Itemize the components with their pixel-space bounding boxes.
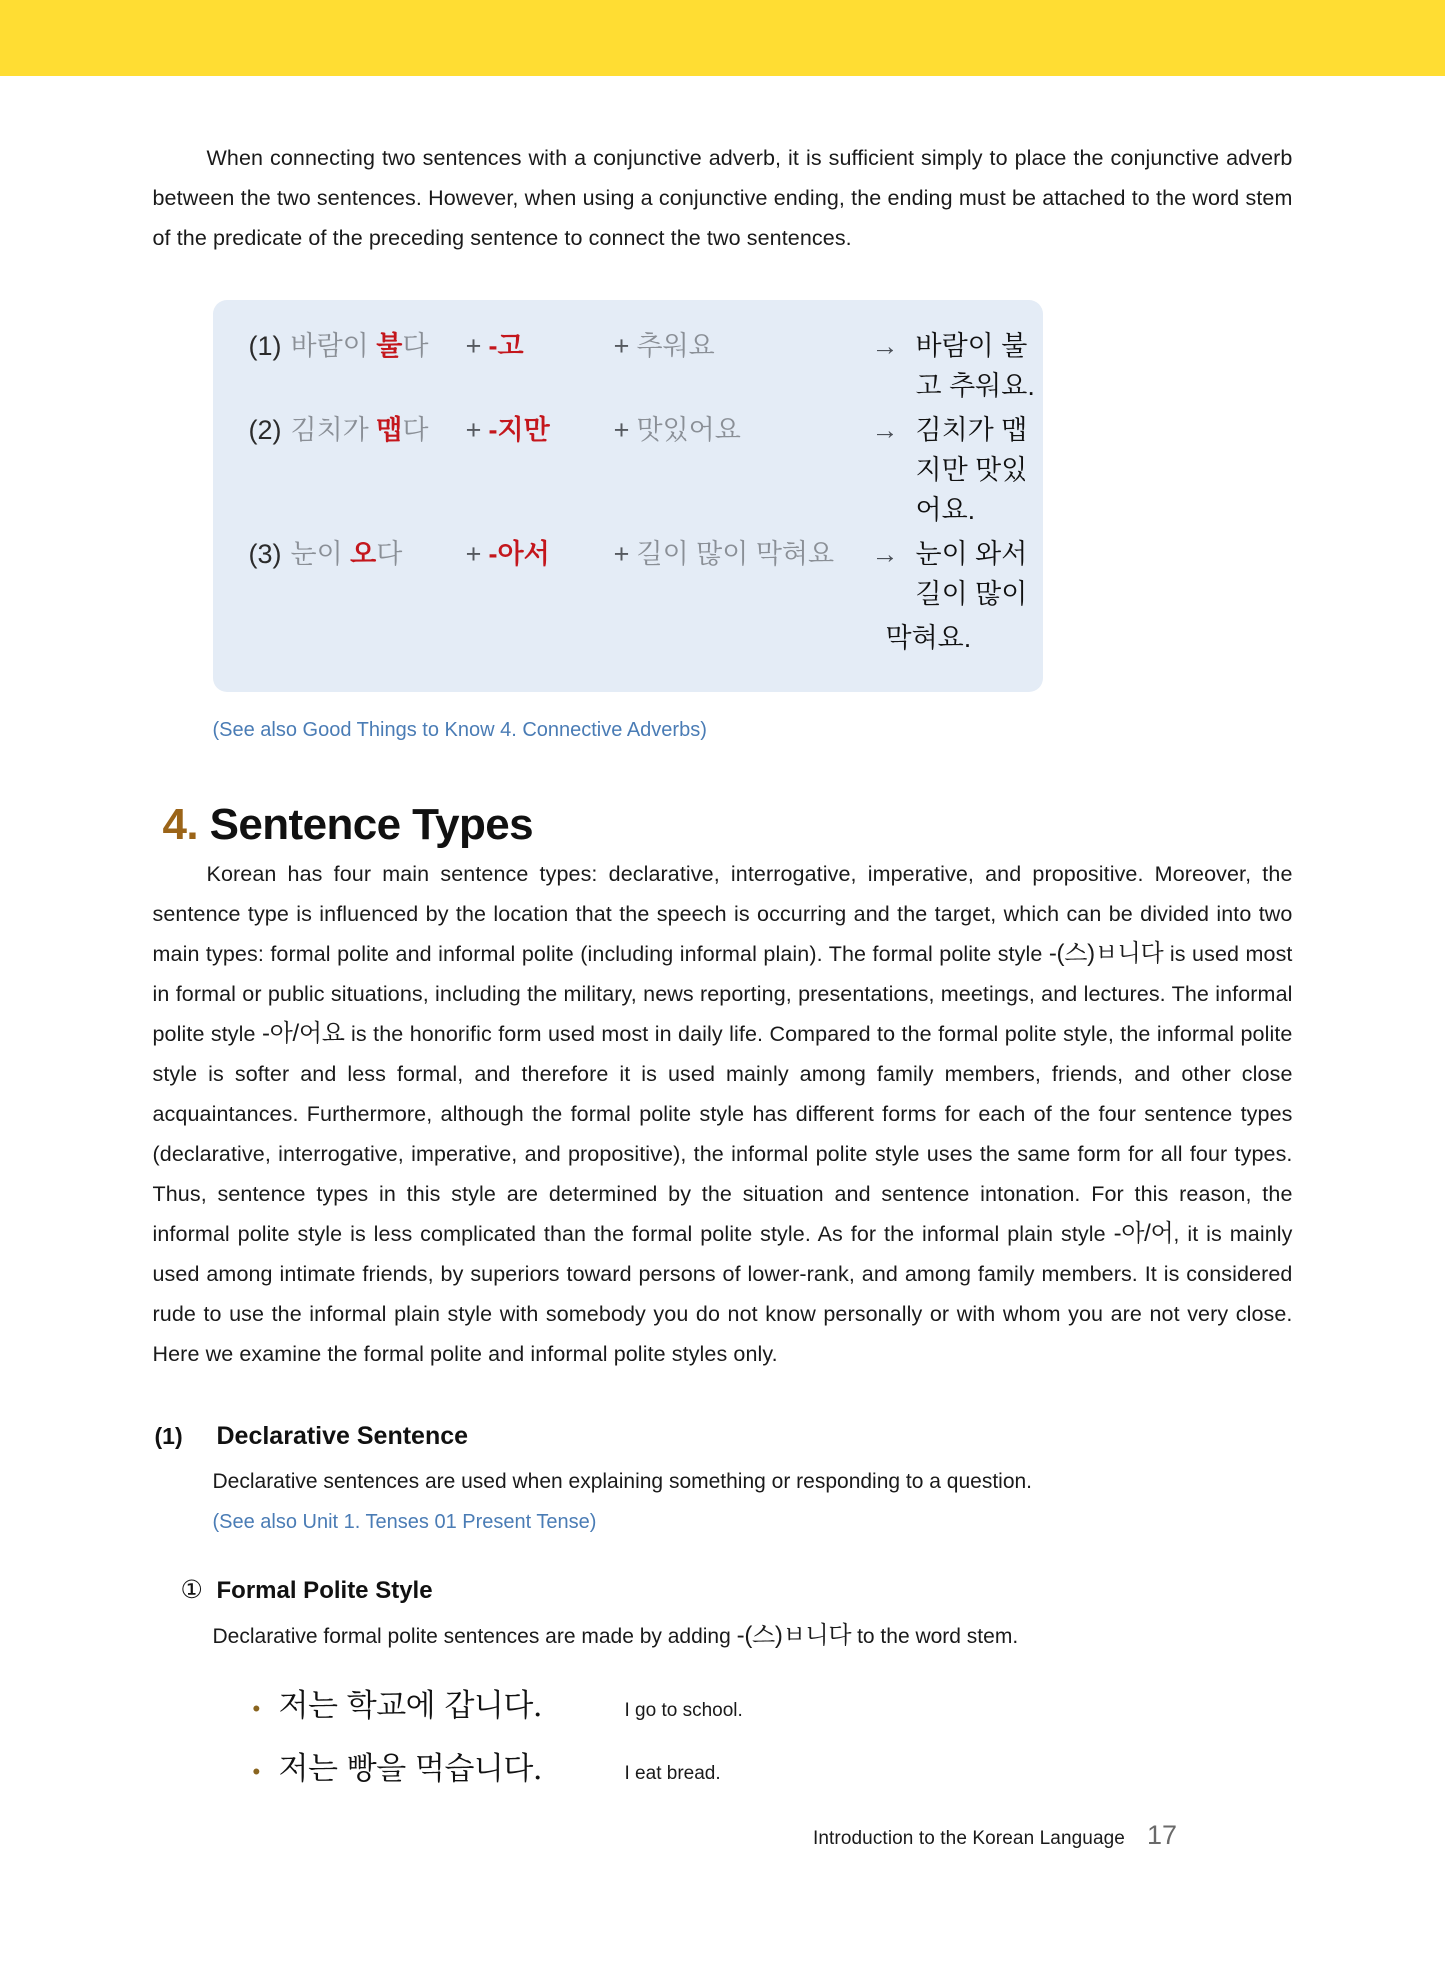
connective-ending: -지만 xyxy=(488,415,550,445)
formal-polite-text-before: Declarative formal polite sentences are made by adding xyxy=(212,1625,737,1648)
subsection-marker: (1) xyxy=(154,1423,183,1449)
bullet-icon: • xyxy=(252,1759,261,1784)
plus-sign: + xyxy=(465,539,482,569)
plus-sign: + xyxy=(613,415,630,445)
main-paragraph xyxy=(153,854,1293,1374)
plus-sign: + xyxy=(465,415,482,445)
example-number: (3) xyxy=(248,539,282,569)
stem-tail: 다 xyxy=(376,539,403,569)
english-gloss: I eat bread. xyxy=(624,1763,721,1784)
verb-stem: 불 xyxy=(376,331,403,361)
main-paragraph-part-4: , it is mainly used among intimate friends, by superiors toward persons of lower-rank, and among family members. It is considered rude to use the informal plain style with somebody you do not know personally or with whom you are not very close. Here we examine the formal polite and informal polite styles only. xyxy=(152,1222,1293,1366)
plus-sign: + xyxy=(613,331,630,361)
verb-stem: 오 xyxy=(350,539,377,569)
example-clause-1 xyxy=(291,326,459,366)
arrow-icon: → xyxy=(871,415,899,445)
main-paragraph-part-2: is used most in formal or public situations, including the military, news reporting, presentations, meetings, and lectures. The informal polite style xyxy=(152,942,1293,1046)
plus-sign: + xyxy=(465,331,482,361)
example-result-continuation: 막혀요. xyxy=(885,623,972,653)
subsection-heading-declarative-sentence xyxy=(155,1422,1293,1451)
subsection-title: Declarative Sentence xyxy=(216,1422,469,1450)
formal-polite-body-text xyxy=(213,1619,1293,1654)
see-also-link-present-tense[interactable]: (See also Unit 1. Tenses 01 Present Tense) xyxy=(212,1511,597,1533)
page-number: 17 xyxy=(1146,1820,1177,1850)
korean-example-sentence: 저는 학교에 갑니다. xyxy=(278,1688,543,1724)
arrow-icon: → xyxy=(871,331,899,361)
plus-sign: + xyxy=(613,539,630,569)
page-content xyxy=(0,76,1445,1806)
example-number: (2) xyxy=(248,415,282,445)
korean-term-informal-polite: -아/어요 xyxy=(261,1020,345,1047)
example-row xyxy=(213,410,1043,530)
clause-prefix: 눈이 xyxy=(290,539,351,569)
example-row-continuation xyxy=(213,618,1043,658)
example-clause-2: 맛있어요 xyxy=(636,415,741,445)
example-result: 눈이 와서 길이 많이 xyxy=(915,539,1028,609)
main-paragraph-part-3: is the honorific form used most in daily life. Compared to the formal polite style, the informal polite style is softer and less formal, and therefore it is used mainly among family members, friends, and other close acquaintances. Furthermore, although the formal polite style has different forms for each of the four sentence types (declarative, interrogative, imperative, and propositive), the informal polite style uses the same form for all four types. Thus, sentence types in this style are determined by the situation and sentence intonation. For this reason, the informal polite style is less complicated than the formal polite style. As for the informal plain style xyxy=(152,1022,1293,1246)
korean-term-formal-polite: -(스)ㅂ니다 xyxy=(1048,940,1164,967)
arrow-icon: → xyxy=(871,539,899,569)
bullet-icon: • xyxy=(252,1696,261,1721)
english-gloss: I go to school. xyxy=(624,1700,743,1721)
footer-title: Introduction to the Korean Language xyxy=(812,1828,1125,1849)
example-clause-2: 길이 많이 막혀요 xyxy=(636,539,835,569)
section-number: 4. xyxy=(162,800,198,849)
clause-prefix: 김치가 xyxy=(290,415,377,445)
content-column xyxy=(153,76,1293,1788)
example-clause-1 xyxy=(291,534,459,574)
example-box xyxy=(213,300,1043,692)
subsection-heading-formal-polite-style xyxy=(181,1575,1293,1605)
circled-subsection-title: Formal Polite Style xyxy=(216,1577,433,1604)
korean-ending-seumnida: -(스)ㅂ니다 xyxy=(736,1622,852,1649)
top-yellow-banner xyxy=(0,0,1445,76)
example-clause-2: 추워요 xyxy=(636,331,715,361)
clause-prefix: 바람이 xyxy=(290,331,377,361)
example-number: (1) xyxy=(248,331,282,361)
korean-example-list xyxy=(253,1680,1293,1788)
main-paragraph-part-1: Korean has four main sentence types: declarative, interrogative, imperative, and propositive. Moreover, the sentence type is influenced by the location that the speech is occurring and the target, which can be divided into two main types: formal polite and informal polite (including informal plain). The formal polite style xyxy=(152,862,1293,966)
example-result: 김치가 맵지만 맛있어요. xyxy=(915,415,1028,525)
connective-ending: -아서 xyxy=(488,539,550,569)
korean-example-sentence: 저는 빵을 먹습니다. xyxy=(278,1751,543,1787)
subsection-body-text: Declarative sentences are used when explaining something or responding to a question. xyxy=(212,1470,1033,1493)
page-title xyxy=(163,796,1293,854)
see-also-link-connective-adverbs[interactable]: (See also Good Things to Know 4. Connective Adverbs) xyxy=(212,719,707,741)
stem-tail: 다 xyxy=(402,331,429,361)
example-clause-1 xyxy=(291,410,459,450)
formal-polite-text-after: to the word stem. xyxy=(851,1625,1019,1648)
example-row xyxy=(213,534,1043,614)
page-footer xyxy=(0,1820,1445,1851)
connective-ending: -고 xyxy=(488,331,524,361)
verb-stem: 맵 xyxy=(376,415,403,445)
list-item xyxy=(253,1680,1293,1725)
circled-number-marker: ① xyxy=(180,1576,203,1604)
intro-paragraph xyxy=(153,138,1293,258)
section-title: Sentence Types xyxy=(209,800,533,849)
example-row xyxy=(213,326,1043,406)
intro-paragraph-text: When connecting two sentences with a conjunctive adverb, it is sufficient simply to place the conjunctive adverb between the two sentences. However, when using a conjunctive ending, the ending must be attached to the word stem of the predicate of the preceding sentence to connect the two sentences. xyxy=(152,146,1293,250)
korean-term-informal-plain: -아/어 xyxy=(1113,1220,1174,1247)
list-item xyxy=(253,1743,1293,1788)
stem-tail: 다 xyxy=(402,415,429,445)
example-result: 바람이 불고 추워요. xyxy=(915,331,1035,401)
